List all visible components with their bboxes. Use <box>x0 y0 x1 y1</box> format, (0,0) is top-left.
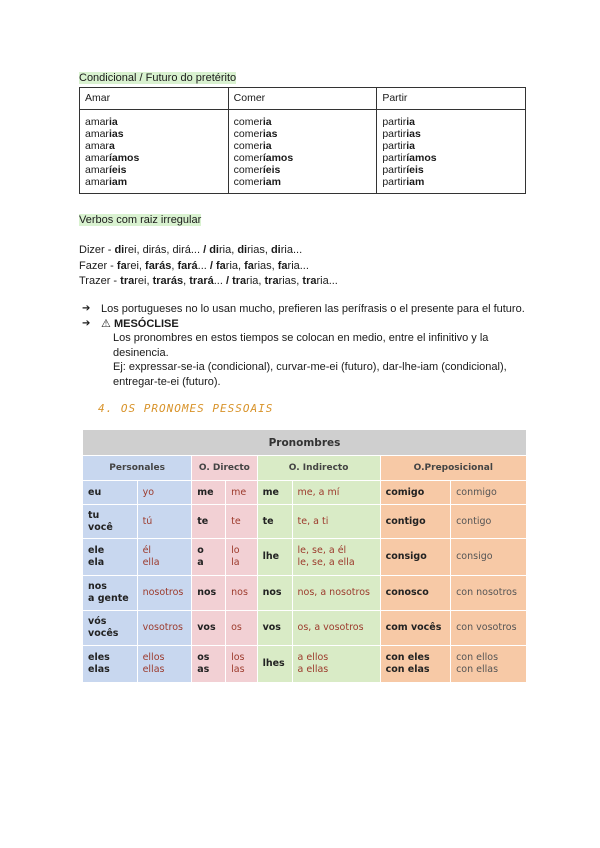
pronoun-cell-prep-es: conmigo <box>451 481 527 505</box>
pronoun-cell-od-es: os <box>226 611 257 646</box>
pronoun-cell-prep-es: consigo <box>451 539 527 576</box>
pronoun-cell-od-pt: vos <box>192 611 226 646</box>
table-row <box>83 611 527 646</box>
conjugated-form: amaríeis <box>85 164 127 176</box>
pronoun-cell-oi-es: os, a vosotros <box>292 611 380 646</box>
group-personales: Personales <box>83 456 192 481</box>
table-row <box>83 481 527 505</box>
conjugated-form: amara <box>85 140 115 152</box>
pronoun-cell-prep-pt: com vocês <box>380 611 451 646</box>
pronoun-cell-es: tú <box>137 505 192 539</box>
pronoun-cell-pt: nos a gente <box>83 576 138 611</box>
pronoun-cell-prep-pt: comigo <box>380 481 451 505</box>
irregular-line: Fazer - farei, farás, fará... / faria, farias, faria... <box>79 259 309 272</box>
conjugated-form: comerias <box>233 128 278 140</box>
pronoun-cell-prep-es: con nosotros <box>451 576 527 611</box>
table-row <box>83 646 527 683</box>
pronoun-cell-oi-pt: lhe <box>257 539 292 576</box>
pronoun-cell-pt: eles elas <box>83 646 138 683</box>
pronoun-cell-prep-pt: contigo <box>380 505 451 539</box>
pronoun-cell-prep-es: con ellos con ellas <box>451 646 527 683</box>
pronoun-cell-es: nosotros <box>137 576 192 611</box>
conjugated-form: comeria <box>233 140 272 152</box>
conditional-title: Condicional / Futuro do pretérito <box>79 72 237 84</box>
conjugated-form: comeríeis <box>233 164 281 176</box>
bullet-1: ➔ Los portugueses no lo usan mucho, prefieren las perífrasis o el presente para el futuro. <box>82 303 525 315</box>
pronoun-cell-oi-pt: vos <box>257 611 292 646</box>
conjugated-form: partiriam <box>382 176 425 188</box>
pronoun-cell-oi-pt: me <box>257 481 292 505</box>
pronoun-cell-oi-es: a ellos a ellas <box>292 646 380 683</box>
pronoun-cell-es: él ella <box>137 539 192 576</box>
conditional-table <box>79 87 526 194</box>
conjugated-form: partiria <box>382 140 416 152</box>
pronouns-table <box>82 429 527 683</box>
irregular-line: Dizer - direi, dirás, dirá... / diria, dirias, diria... <box>79 244 303 256</box>
pronoun-cell-es: ellos ellas <box>137 646 192 683</box>
pronoun-cell-od-pt: os as <box>192 646 226 683</box>
group-directo: O. Directo <box>192 456 257 481</box>
conjugated-form: partiria <box>382 116 416 128</box>
amar-forms <box>80 110 229 194</box>
table-row <box>83 505 527 539</box>
conjugated-form: comeria <box>233 116 272 128</box>
pronoun-cell-oi-es: me, a mí <box>292 481 380 505</box>
header-partir: Partir <box>377 88 526 110</box>
header-amar: Amar <box>80 88 229 110</box>
pronouns-heading: 4. OS PRONOMES PESSOAIS <box>98 402 274 415</box>
comer-forms <box>228 110 377 194</box>
pronoun-cell-oi-pt: nos <box>257 576 292 611</box>
pronoun-cell-oi-pt: lhes <box>257 646 292 683</box>
pronoun-cell-od-pt: me <box>192 481 226 505</box>
pronoun-cell-od-pt: nos <box>192 576 226 611</box>
conjugated-form: amaria <box>85 116 118 128</box>
partir-forms <box>377 110 526 194</box>
conjugated-form: comeriam <box>233 176 281 188</box>
pronoun-cell-od-pt: te <box>192 505 226 539</box>
pronoun-cell-prep-es: contigo <box>451 505 527 539</box>
conjugated-form: amarias <box>85 128 124 140</box>
pronoun-cell-es: vosotros <box>137 611 192 646</box>
bullet-2: ➔ ⚠ MESÓCLISE <box>82 318 179 330</box>
pronoun-cell-od-es: me <box>226 481 257 505</box>
warning-icon: ⚠ <box>101 318 111 330</box>
pronoun-cell-prep-pt: con eles con elas <box>380 646 451 683</box>
pronoun-cell-pt: tu você <box>83 505 138 539</box>
pronouns-table-title: Pronombres <box>83 430 527 456</box>
conjugated-form: amaríamos <box>85 152 140 164</box>
irregular-line: Trazer - trarei, trarás, trará... / traria, trarias, traria... <box>79 275 338 287</box>
pronoun-cell-prep-pt: conosco <box>380 576 451 611</box>
table-row <box>83 576 527 611</box>
pronoun-cell-od-pt: o a <box>192 539 226 576</box>
pronoun-cell-pt: eu <box>83 481 138 505</box>
table-row <box>83 539 527 576</box>
irregular-title: Verbos com raiz irregular <box>79 214 202 226</box>
pronoun-cell-oi-pt: te <box>257 505 292 539</box>
pronoun-cell-oi-es: te, a ti <box>292 505 380 539</box>
group-preposicional: O.Preposicional <box>380 456 526 481</box>
pronoun-cell-oi-es: le, se, a él le, se, a ella <box>292 539 380 576</box>
pronoun-cell-od-es: lo la <box>226 539 257 576</box>
pronoun-cell-od-es: te <box>226 505 257 539</box>
pronoun-cell-prep-pt: consigo <box>380 539 451 576</box>
conjugated-form: partiríeis <box>382 164 424 176</box>
pronoun-cell-od-es: los las <box>226 646 257 683</box>
conjugated-form: amariam <box>85 176 128 188</box>
pronoun-cell-pt: ele ela <box>83 539 138 576</box>
irregular-lines <box>79 243 338 290</box>
header-comer: Comer <box>228 88 377 110</box>
pronoun-cell-pt: vós vocês <box>83 611 138 646</box>
conjugated-form: partiríamos <box>382 152 437 164</box>
pronoun-cell-prep-es: con vosotros <box>451 611 527 646</box>
mesoclise-explanation: Los pronombres en estos tiempos se colocan en medio, entre el infinitivo y la desinencia. <box>113 332 489 359</box>
pronoun-cell-oi-es: nos, a nosotros <box>292 576 380 611</box>
conjugated-form: comeríamos <box>233 152 294 164</box>
pronoun-cell-es: yo <box>137 481 192 505</box>
pronoun-cell-od-es: nos <box>226 576 257 611</box>
conjugated-form: partirias <box>382 128 421 140</box>
group-indirecto: O. Indirecto <box>257 456 380 481</box>
arrow-icon: ➔ <box>82 303 91 314</box>
arrow-icon: ➔ <box>82 318 91 329</box>
mesoclise-example: Ej: expressar-se-ia (condicional), curvar-me-ei (futuro), dar-lhe-iam (condicional), entregar-te-ei (futuro). <box>113 361 507 388</box>
